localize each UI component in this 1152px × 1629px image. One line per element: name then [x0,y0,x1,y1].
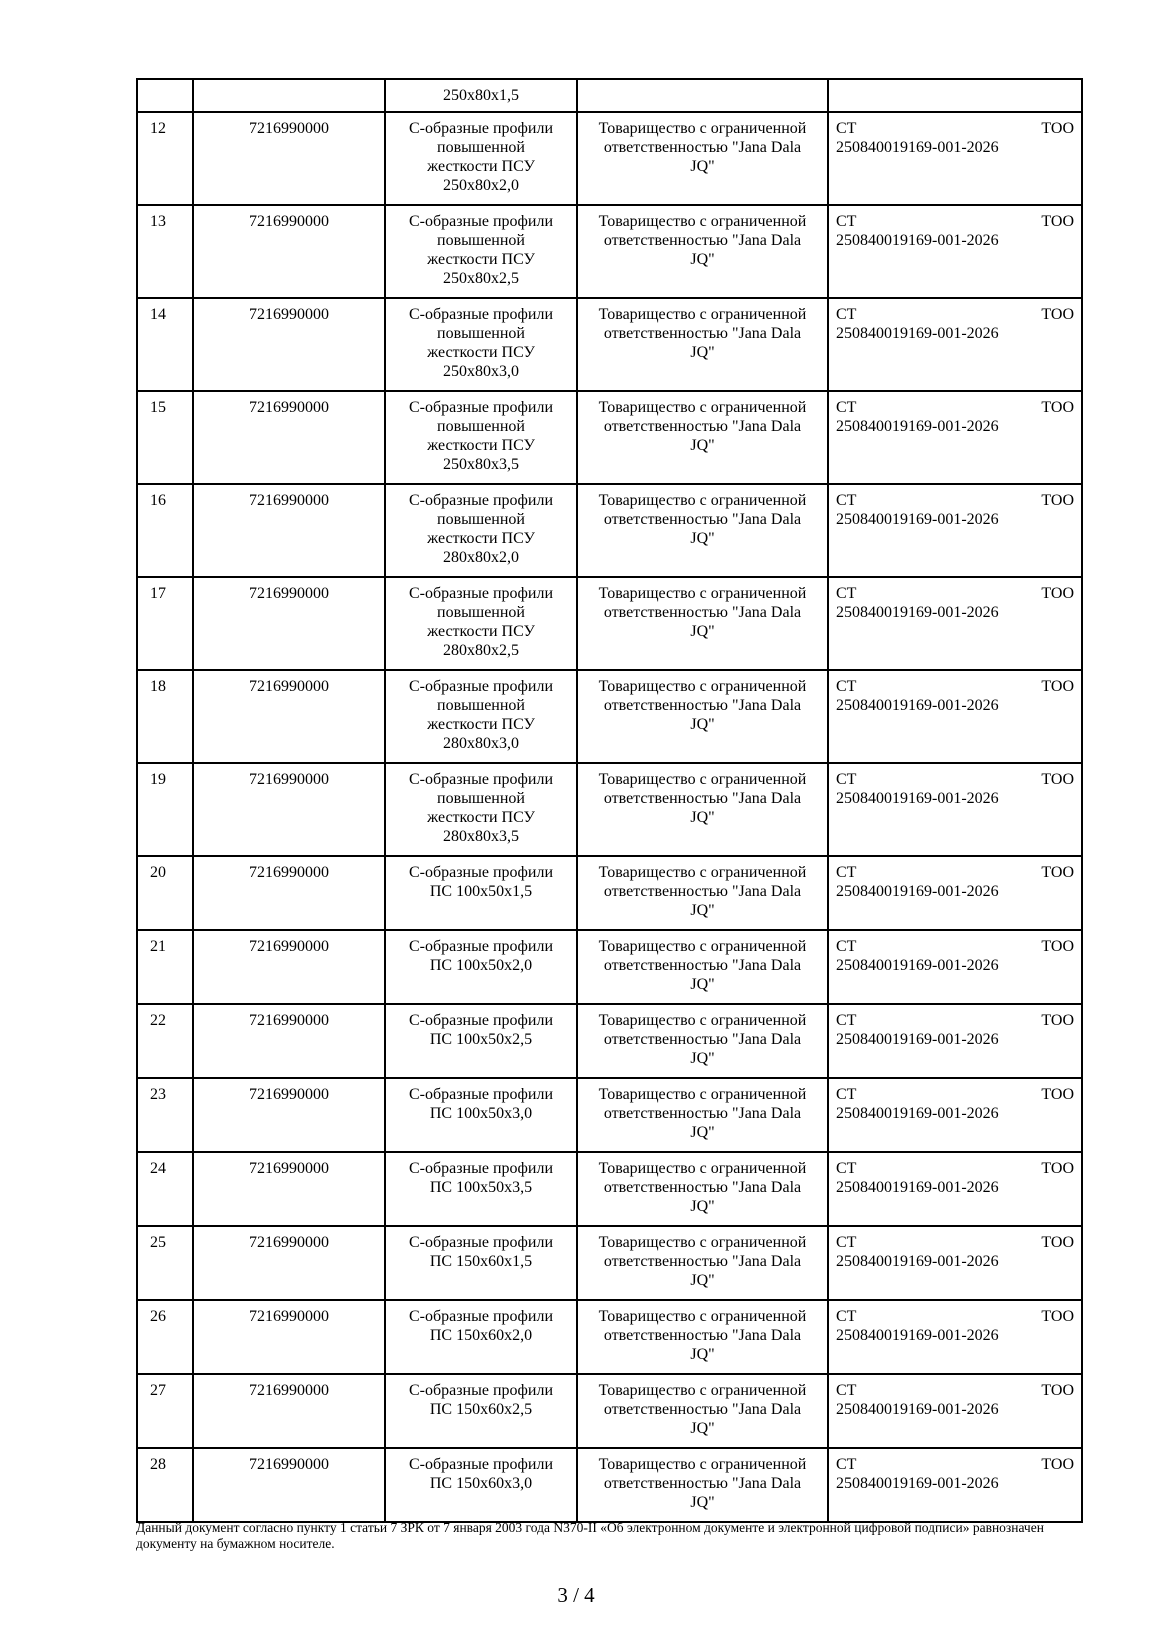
cell-organization [577,79,828,112]
cell-line: С-образные профили [408,1086,553,1103]
table-row [137,1152,1082,1226]
cell-code: 7216990000 [193,670,385,763]
table-row [137,763,1082,856]
cell-line: жесткости ПСУ [427,716,535,733]
cell-product-name [385,577,577,670]
cell-line: жесткости ПСУ [427,809,535,826]
cell-number: 24 [137,1152,193,1226]
cell-line: Товарищество с ограниченной [598,1086,807,1103]
cell-code: 7216990000 [193,1078,385,1152]
cell-line: Товарищество с ограниченной [598,678,807,695]
document-number: 250840019169-001-2026 [836,325,999,342]
document-line [836,1085,1074,1104]
cell-line: Товарищество с ограниченной [598,1234,807,1251]
cell-line: ответственностью "Jana Dala [603,1253,802,1270]
cell-number: 12 [137,112,193,205]
cell-document [828,763,1082,856]
document-org-type: ТОО [1041,1308,1074,1325]
cell-line: JQ" [690,716,715,733]
cell-line: JQ" [690,1420,715,1437]
document-line [836,770,1074,789]
document-line [836,1159,1074,1178]
cell-organization [577,1448,828,1522]
cell-line: ответственностью "Jana Dala [603,232,802,249]
cell-line: ПС 100х50х2,5 [429,1031,533,1048]
cell-organization [577,856,828,930]
cell-line: ответственностью "Jana Dala [603,697,802,714]
document-line [836,305,1074,324]
cell-code: 7216990000 [193,484,385,577]
cell-line: 280х80х2,5 [443,642,519,659]
cell-line: ответственностью "Jana Dala [603,1105,802,1122]
cell-line: Товарищество с ограниченной [598,864,807,881]
cell-number: 14 [137,298,193,391]
cell-line: ответственностью "Jana Dala [603,1031,802,1048]
cell-line: С-образные профили [408,864,553,881]
cell-line: Товарищество с ограниченной [598,1160,807,1177]
cell-line: повышенной [437,139,525,156]
cell-number: 18 [137,670,193,763]
cell-organization [577,1374,828,1448]
table-row [137,856,1082,930]
cell-number: 17 [137,577,193,670]
cell-document [828,112,1082,205]
page-number: 3 / 4 [557,1583,595,1607]
cell-code: 7216990000 [193,577,385,670]
document-org-type: ТОО [1041,1382,1074,1399]
cell-line: ПС 150х60х2,0 [429,1327,533,1344]
cell-line: JQ" [690,344,715,361]
cell-line: 280х80х3,0 [443,735,519,752]
cell-code: 7216990000 [193,1226,385,1300]
document-type: СТ [836,399,857,416]
document-type: СТ [836,1160,857,1177]
cell-line: ответственностью "Jana Dala [603,325,802,342]
cell-number: 27 [137,1374,193,1448]
document-number: 250840019169-001-2026 [836,1105,999,1122]
cell-line: ответственностью "Jana Dala [603,790,802,807]
document-line [836,1011,1074,1030]
cell-product-name: 250x80x1,5 [385,79,577,112]
cell-organization [577,1226,828,1300]
cell-code [193,79,385,112]
document-number: 250840019169-001-2026 [836,1401,999,1418]
document-line [836,584,1074,603]
table-row [137,577,1082,670]
cell-document [828,577,1082,670]
cell-line: Товарищество с ограниченной [598,1012,807,1029]
cell-line: JQ" [690,251,715,268]
document-line [836,1307,1074,1326]
cell-document [828,856,1082,930]
document-type: СТ [836,585,857,602]
table-row [137,112,1082,205]
cell-line: ПС 150х60х1,5 [429,1253,533,1270]
document-number: 250840019169-001-2026 [836,1475,999,1492]
cell-line: ПС 100х50х2,0 [429,957,533,974]
cell-line: С-образные профили [408,306,553,323]
cell-line: ответственностью "Jana Dala [603,139,802,156]
cell-line: ответственностью "Jana Dala [603,604,802,621]
cell-line: ответственностью "Jana Dala [603,418,802,435]
cell-product-name [385,1004,577,1078]
document-line [836,863,1074,882]
cell-line: ПС 100х50х1,5 [429,883,533,900]
document-line [836,212,1074,231]
table-row [137,1004,1082,1078]
cell-line: ПС 100х50х3,0 [429,1105,533,1122]
cell-line: ПС 150х60х3,0 [429,1475,533,1492]
cell-line: жесткости ПСУ [427,251,535,268]
document-line [836,491,1074,510]
document-org-type: ТОО [1041,492,1074,509]
table-row [137,1448,1082,1522]
document-org-type: ТОО [1041,771,1074,788]
cell-document [828,1226,1082,1300]
cell-line: Товарищество с ограниченной [598,1308,807,1325]
cell-line: 280х80х2,0 [443,549,519,566]
cell-line: Товарищество с ограниченной [598,213,807,230]
cell-line: 250х80х3,5 [443,456,519,473]
cell-line: JQ" [690,1124,715,1141]
cell-organization [577,391,828,484]
cell-number: 28 [137,1448,193,1522]
document-type: СТ [836,1234,857,1251]
cell-product-name [385,1226,577,1300]
cell-line: жесткости ПСУ [427,530,535,547]
cell-line: С-образные профили [408,213,553,230]
cell-product-name [385,205,577,298]
cell-line: Товарищество с ограниченной [598,585,807,602]
table-row [137,1374,1082,1448]
cell-document [828,391,1082,484]
cell-document [828,79,1082,112]
cell-line: повышенной [437,790,525,807]
cell-line: JQ" [690,1198,715,1215]
table-row [137,205,1082,298]
cell-line: С-образные профили [408,1456,553,1473]
cell-document [828,930,1082,1004]
cell-product-name [385,856,577,930]
cell-number: 13 [137,205,193,298]
cell-organization [577,298,828,391]
document-type: СТ [836,1456,857,1473]
cell-line: ответственностью "Jana Dala [603,1475,802,1492]
cell-line: Товарищество с ограниченной [598,771,807,788]
cell-code: 7216990000 [193,1004,385,1078]
cell-line: жесткости ПСУ [427,437,535,454]
cell-number: 23 [137,1078,193,1152]
document-type: СТ [836,306,857,323]
document-line [836,119,1074,138]
cell-product-name [385,1374,577,1448]
cell-line: ПС 100х50х3,5 [429,1179,533,1196]
cell-organization [577,930,828,1004]
document-type: СТ [836,678,857,695]
cell-code: 7216990000 [193,763,385,856]
cell-code: 7216990000 [193,391,385,484]
cell-product-name [385,670,577,763]
cell-organization [577,484,828,577]
document-org-type: ТОО [1041,585,1074,602]
cell-product-name [385,1152,577,1226]
document-line [836,677,1074,696]
document-type: СТ [836,1012,857,1029]
cell-number: 25 [137,1226,193,1300]
document-org-type: ТОО [1041,1012,1074,1029]
cell-line: JQ" [690,437,715,454]
cell-document [828,1374,1082,1448]
cell-line: жесткости ПСУ [427,344,535,361]
cell-document [828,205,1082,298]
cell-line: Товарищество с ограниченной [598,306,807,323]
cell-line: С-образные профили [408,1382,553,1399]
table-row [137,670,1082,763]
document-org-type: ТОО [1041,1234,1074,1251]
cell-line: ответственностью "Jana Dala [603,1327,802,1344]
cell-line: С-образные профили [408,1308,553,1325]
cell-organization [577,763,828,856]
cell-line: С-образные профили [408,1012,553,1029]
cell-line: ответственностью "Jana Dala [603,1179,802,1196]
cell-line: С-образные профили [408,585,553,602]
cell-product-name [385,763,577,856]
document-number: 250840019169-001-2026 [836,418,999,435]
cell-number: 26 [137,1300,193,1374]
cell-document [828,484,1082,577]
cell-number: 21 [137,930,193,1004]
document-org-type: ТОО [1041,864,1074,881]
cell-line: JQ" [690,809,715,826]
document-number: 250840019169-001-2026 [836,139,999,156]
document-number: 250840019169-001-2026 [836,1179,999,1196]
document-type: СТ [836,1308,857,1325]
table-row [137,298,1082,391]
cell-line: С-образные профили [408,1160,553,1177]
cell-code: 7216990000 [193,856,385,930]
cell-product-name [385,391,577,484]
cell-organization [577,1300,828,1374]
cell-code: 7216990000 [193,1374,385,1448]
cell-line: повышенной [437,325,525,342]
document-type: СТ [836,1086,857,1103]
cell-line: 250х80х2,5 [443,270,519,287]
cell-code: 7216990000 [193,205,385,298]
cell-line: ответственностью "Jana Dala [603,883,802,900]
table-row [137,1300,1082,1374]
document-org-type: ТОО [1041,938,1074,955]
cell-line: Товарищество с ограниченной [598,399,807,416]
cell-product-name [385,112,577,205]
cell-line: JQ" [690,1050,715,1067]
document-line [836,937,1074,956]
cell-line: Товарищество с ограниченной [598,938,807,955]
cell-number: 19 [137,763,193,856]
document-number: 250840019169-001-2026 [836,957,999,974]
document-number: 250840019169-001-2026 [836,1031,999,1048]
table-row [137,391,1082,484]
document-number: 250840019169-001-2026 [836,1253,999,1270]
document-type: СТ [836,492,857,509]
cell-code: 7216990000 [193,930,385,1004]
cell-line: 250х80х3,0 [443,363,519,380]
cell-line: JQ" [690,1346,715,1363]
cell-document [828,1300,1082,1374]
cell-line: жесткости ПСУ [427,623,535,640]
document-org-type: ТОО [1041,1160,1074,1177]
cell-line: ПС 150х60х2,5 [429,1401,533,1418]
cell-code: 7216990000 [193,298,385,391]
cell-number: 20 [137,856,193,930]
cell-line: С-образные профили [408,399,553,416]
cell-product-name [385,1448,577,1522]
cell-document [828,1448,1082,1522]
document-line [836,398,1074,417]
cell-document [828,1004,1082,1078]
cell-line: 280х80х3,5 [443,828,519,845]
cell-organization [577,1004,828,1078]
document-type: СТ [836,213,857,230]
document-number: 250840019169-001-2026 [836,697,999,714]
cell-number [137,79,193,112]
cell-document [828,670,1082,763]
cell-product-name [385,930,577,1004]
document-type: СТ [836,771,857,788]
document-line [836,1233,1074,1252]
cell-product-name [385,1078,577,1152]
footer-note: Данный документ согласно пункту 1 статьи 7 ЗРК от 7 января 2003 года N370-II «Об электронном документе и электронной цифровой подписи» равнозначен документу на бумажном носителе. [136,1520,1044,1551]
table-row [137,1226,1082,1300]
cell-organization [577,205,828,298]
cell-line: JQ" [690,158,715,175]
cell-organization [577,670,828,763]
table-row [137,79,1082,112]
cell-document [828,1078,1082,1152]
cell-line: ответственностью "Jana Dala [603,511,802,528]
document-number: 250840019169-001-2026 [836,511,999,528]
cell-line: ответственностью "Jana Dala [603,957,802,974]
cell-line: Товарищество с ограниченной [598,1456,807,1473]
cell-product-name [385,298,577,391]
cell-line: Товарищество с ограниченной [598,492,807,509]
cell-document [828,1152,1082,1226]
cell-line: JQ" [690,623,715,640]
document-org-type: ТОО [1041,1456,1074,1473]
document-number: 250840019169-001-2026 [836,232,999,249]
cell-code: 7216990000 [193,1300,385,1374]
cell-number: 15 [137,391,193,484]
document-type: СТ [836,864,857,881]
document-org-type: ТОО [1041,306,1074,323]
document-org-type: ТОО [1041,120,1074,137]
cell-product-name [385,484,577,577]
cell-organization [577,112,828,205]
table-row [137,930,1082,1004]
cell-line: Товарищество с ограниченной [598,1382,807,1399]
document-org-type: ТОО [1041,399,1074,416]
document-type: СТ [836,1382,857,1399]
cell-line: С-образные профили [408,492,553,509]
cell-line: JQ" [690,530,715,547]
cell-line: жесткости ПСУ [427,158,535,175]
document-number: 250840019169-001-2026 [836,604,999,621]
document-org-type: ТОО [1041,213,1074,230]
table-row [137,1078,1082,1152]
table-row [137,484,1082,577]
cell-line: ответственностью "Jana Dala [603,1401,802,1418]
cell-line: повышенной [437,511,525,528]
cell-line: повышенной [437,697,525,714]
cell-code: 7216990000 [193,1152,385,1226]
cell-organization [577,1078,828,1152]
cell-line: 250х80х2,0 [443,177,519,194]
cell-line: JQ" [690,1272,715,1289]
document-number: 250840019169-001-2026 [836,1327,999,1344]
cell-organization [577,577,828,670]
cell-line: повышенной [437,604,525,621]
document-org-type: ТОО [1041,678,1074,695]
cell-line: С-образные профили [408,678,553,695]
cell-line: повышенной [437,232,525,249]
cell-line: Товарищество с ограниченной [598,120,807,137]
certificate-table [136,78,1083,1523]
cell-line: С-образные профили [408,938,553,955]
cell-line: JQ" [690,1494,715,1511]
cell-number: 22 [137,1004,193,1078]
cell-code: 7216990000 [193,112,385,205]
document-org-type: ТОО [1041,1086,1074,1103]
document-number: 250840019169-001-2026 [836,790,999,807]
cell-line: С-образные профили [408,120,553,137]
cell-line: повышенной [437,418,525,435]
cell-line: С-образные профили [408,1234,553,1251]
cell-organization [577,1152,828,1226]
document-type: СТ [836,938,857,955]
document-type: СТ [836,120,857,137]
cell-code: 7216990000 [193,1448,385,1522]
document-line [836,1381,1074,1400]
cell-line: JQ" [690,976,715,993]
cell-number: 16 [137,484,193,577]
cell-document [828,298,1082,391]
document-number: 250840019169-001-2026 [836,883,999,900]
cell-line: С-образные профили [408,771,553,788]
cell-product-name [385,1300,577,1374]
document-line [836,1455,1074,1474]
cell-line: JQ" [690,902,715,919]
